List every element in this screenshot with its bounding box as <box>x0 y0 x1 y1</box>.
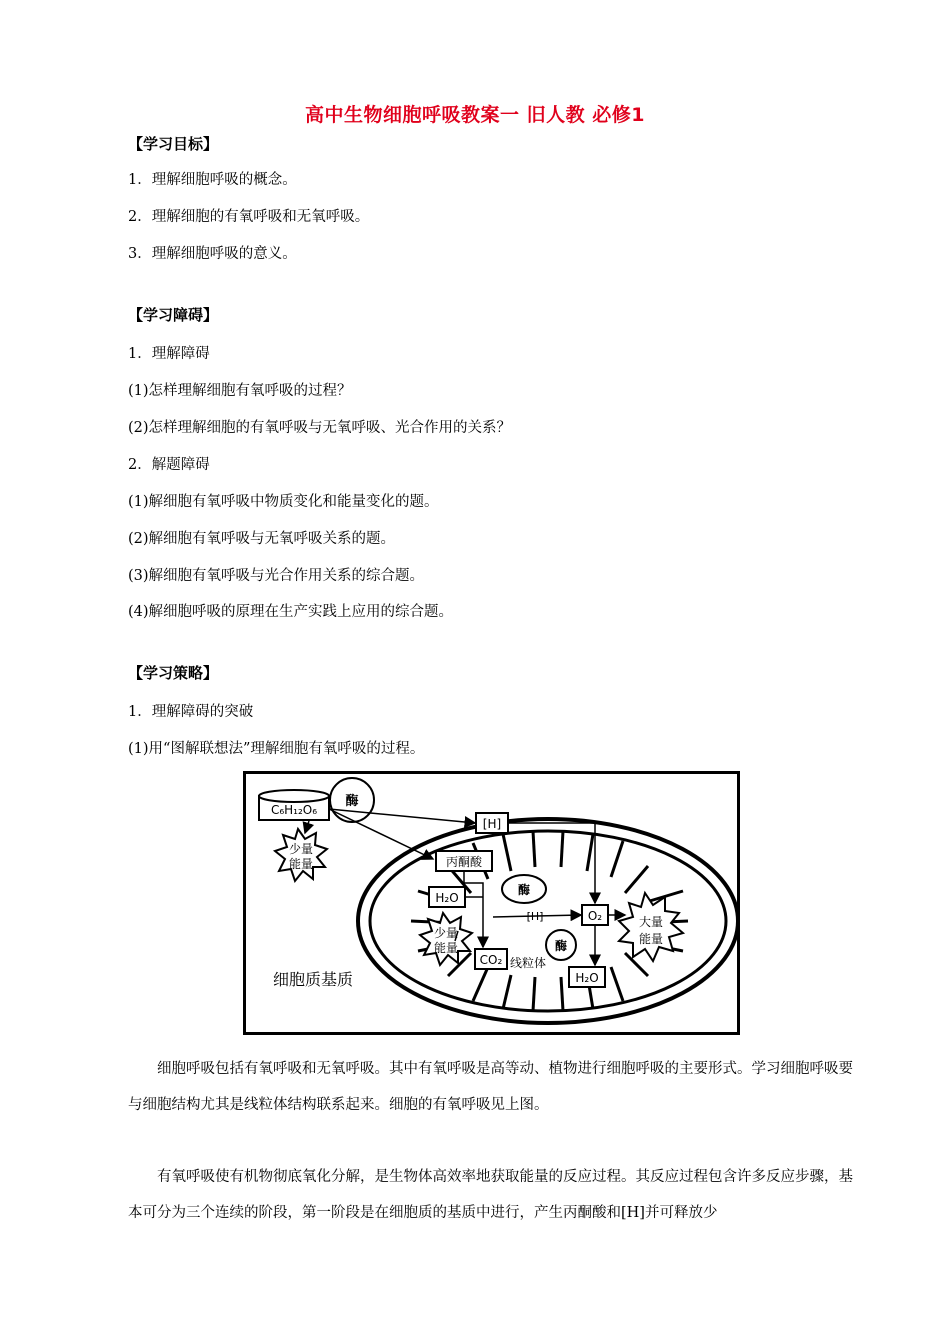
enzyme-icon <box>330 778 374 822</box>
svg-text:大量: 大量 <box>638 915 664 929</box>
water-out-box <box>569 967 605 987</box>
aerobic-respiration-diagram <box>243 771 740 1035</box>
obstacle-item: (2)怎样理解细胞的有氧呼吸与无氧呼吸、光合作用的关系？ <box>128 420 512 436</box>
objective-item: 1．理解细胞呼吸的概念。 <box>128 172 297 188</box>
obstacle-item: (1)怎样理解细胞有氧呼吸的过程？ <box>128 383 352 399</box>
h-label-middle: [H] <box>526 910 544 923</box>
o2-box <box>582 905 608 925</box>
body-paragraph: 细胞呼吸包括有氧呼吸和无氧呼吸。其中有氧呼吸是高等动、植物进行细胞呼吸的主要形式。学习细胞呼吸要与细胞结构尤其是线粒体结构联系起来。细胞的有氧呼吸见上图。 <box>128 1061 853 1113</box>
strategy-item: (1)用“图解联想法”理解细胞有氧呼吸的过程。 <box>128 741 425 757</box>
svg-text:[H]: [H] <box>482 817 502 831</box>
glucose-cylinder <box>259 790 329 820</box>
co2-box <box>475 949 507 969</box>
svg-text:酶: 酶 <box>554 939 568 953</box>
mitochondria-label: 线粒体 <box>509 956 547 970</box>
body-paragraph: 有氧呼吸使有机物彻底氧化分解，是生物体高效率地获取能量的反应过程。其反应过程包含许多反应步骤，基本可分为三个连续的阶段，第一阶段是在细胞质的基质中进行，产生丙酮酸和[H]并可释放少 <box>128 1169 853 1221</box>
obstacle-item: 1．理解障碍 <box>128 346 210 362</box>
obstacle-item: (4)解细胞呼吸的原理在生产实践上应用的综合题。 <box>128 604 454 620</box>
svg-text:能量: 能量 <box>638 932 664 946</box>
objectives-heading: 【学习目标】 <box>128 135 219 153</box>
obstacle-item: (2)解细胞有氧呼吸与无氧呼吸关系的题。 <box>128 531 396 547</box>
svg-text:CO₂: CO₂ <box>479 953 503 967</box>
svg-text:能量: 能量 <box>433 941 459 955</box>
svg-text:H₂O: H₂O <box>575 971 599 985</box>
svg-text:丙酮酸: 丙酮酸 <box>445 855 483 869</box>
cytoplasm-label: 细胞质基质 <box>272 970 354 989</box>
h-box-top <box>476 813 508 833</box>
svg-text:酶: 酶 <box>517 883 531 897</box>
strategy-item: 1．理解障碍的突破 <box>128 704 254 720</box>
objective-item: 2．理解细胞的有氧呼吸和无氧呼吸。 <box>128 209 370 225</box>
water-in-box <box>429 887 465 907</box>
svg-text:H₂O: H₂O <box>435 891 459 905</box>
svg-text:少量: 少量 <box>433 926 459 940</box>
glucose-label: C₆H₁₂O₆ <box>270 803 318 817</box>
obstacle-item: (3)解细胞有氧呼吸与光合作用关系的综合题。 <box>128 568 425 584</box>
strategy-heading: 【学习策略】 <box>128 664 219 682</box>
svg-text:O₂: O₂ <box>587 909 603 923</box>
page-title: 高中生物细胞呼吸教案一 旧人教 必修1 <box>305 104 645 126</box>
obstacle-item: (1)解细胞有氧呼吸中物质变化和能量变化的题。 <box>128 494 439 510</box>
enzyme-icon <box>502 875 546 903</box>
objective-item: 3．理解细胞呼吸的意义。 <box>128 246 297 262</box>
pyruvate-box <box>436 851 492 871</box>
svg-text:酶: 酶 <box>345 794 359 809</box>
obstacle-item: 2．解题障碍 <box>128 457 210 473</box>
svg-text:能量: 能量 <box>288 857 314 871</box>
svg-text:少量: 少量 <box>288 842 314 856</box>
obstacles-heading: 【学习障碍】 <box>128 306 219 324</box>
enzyme-icon <box>546 930 576 960</box>
